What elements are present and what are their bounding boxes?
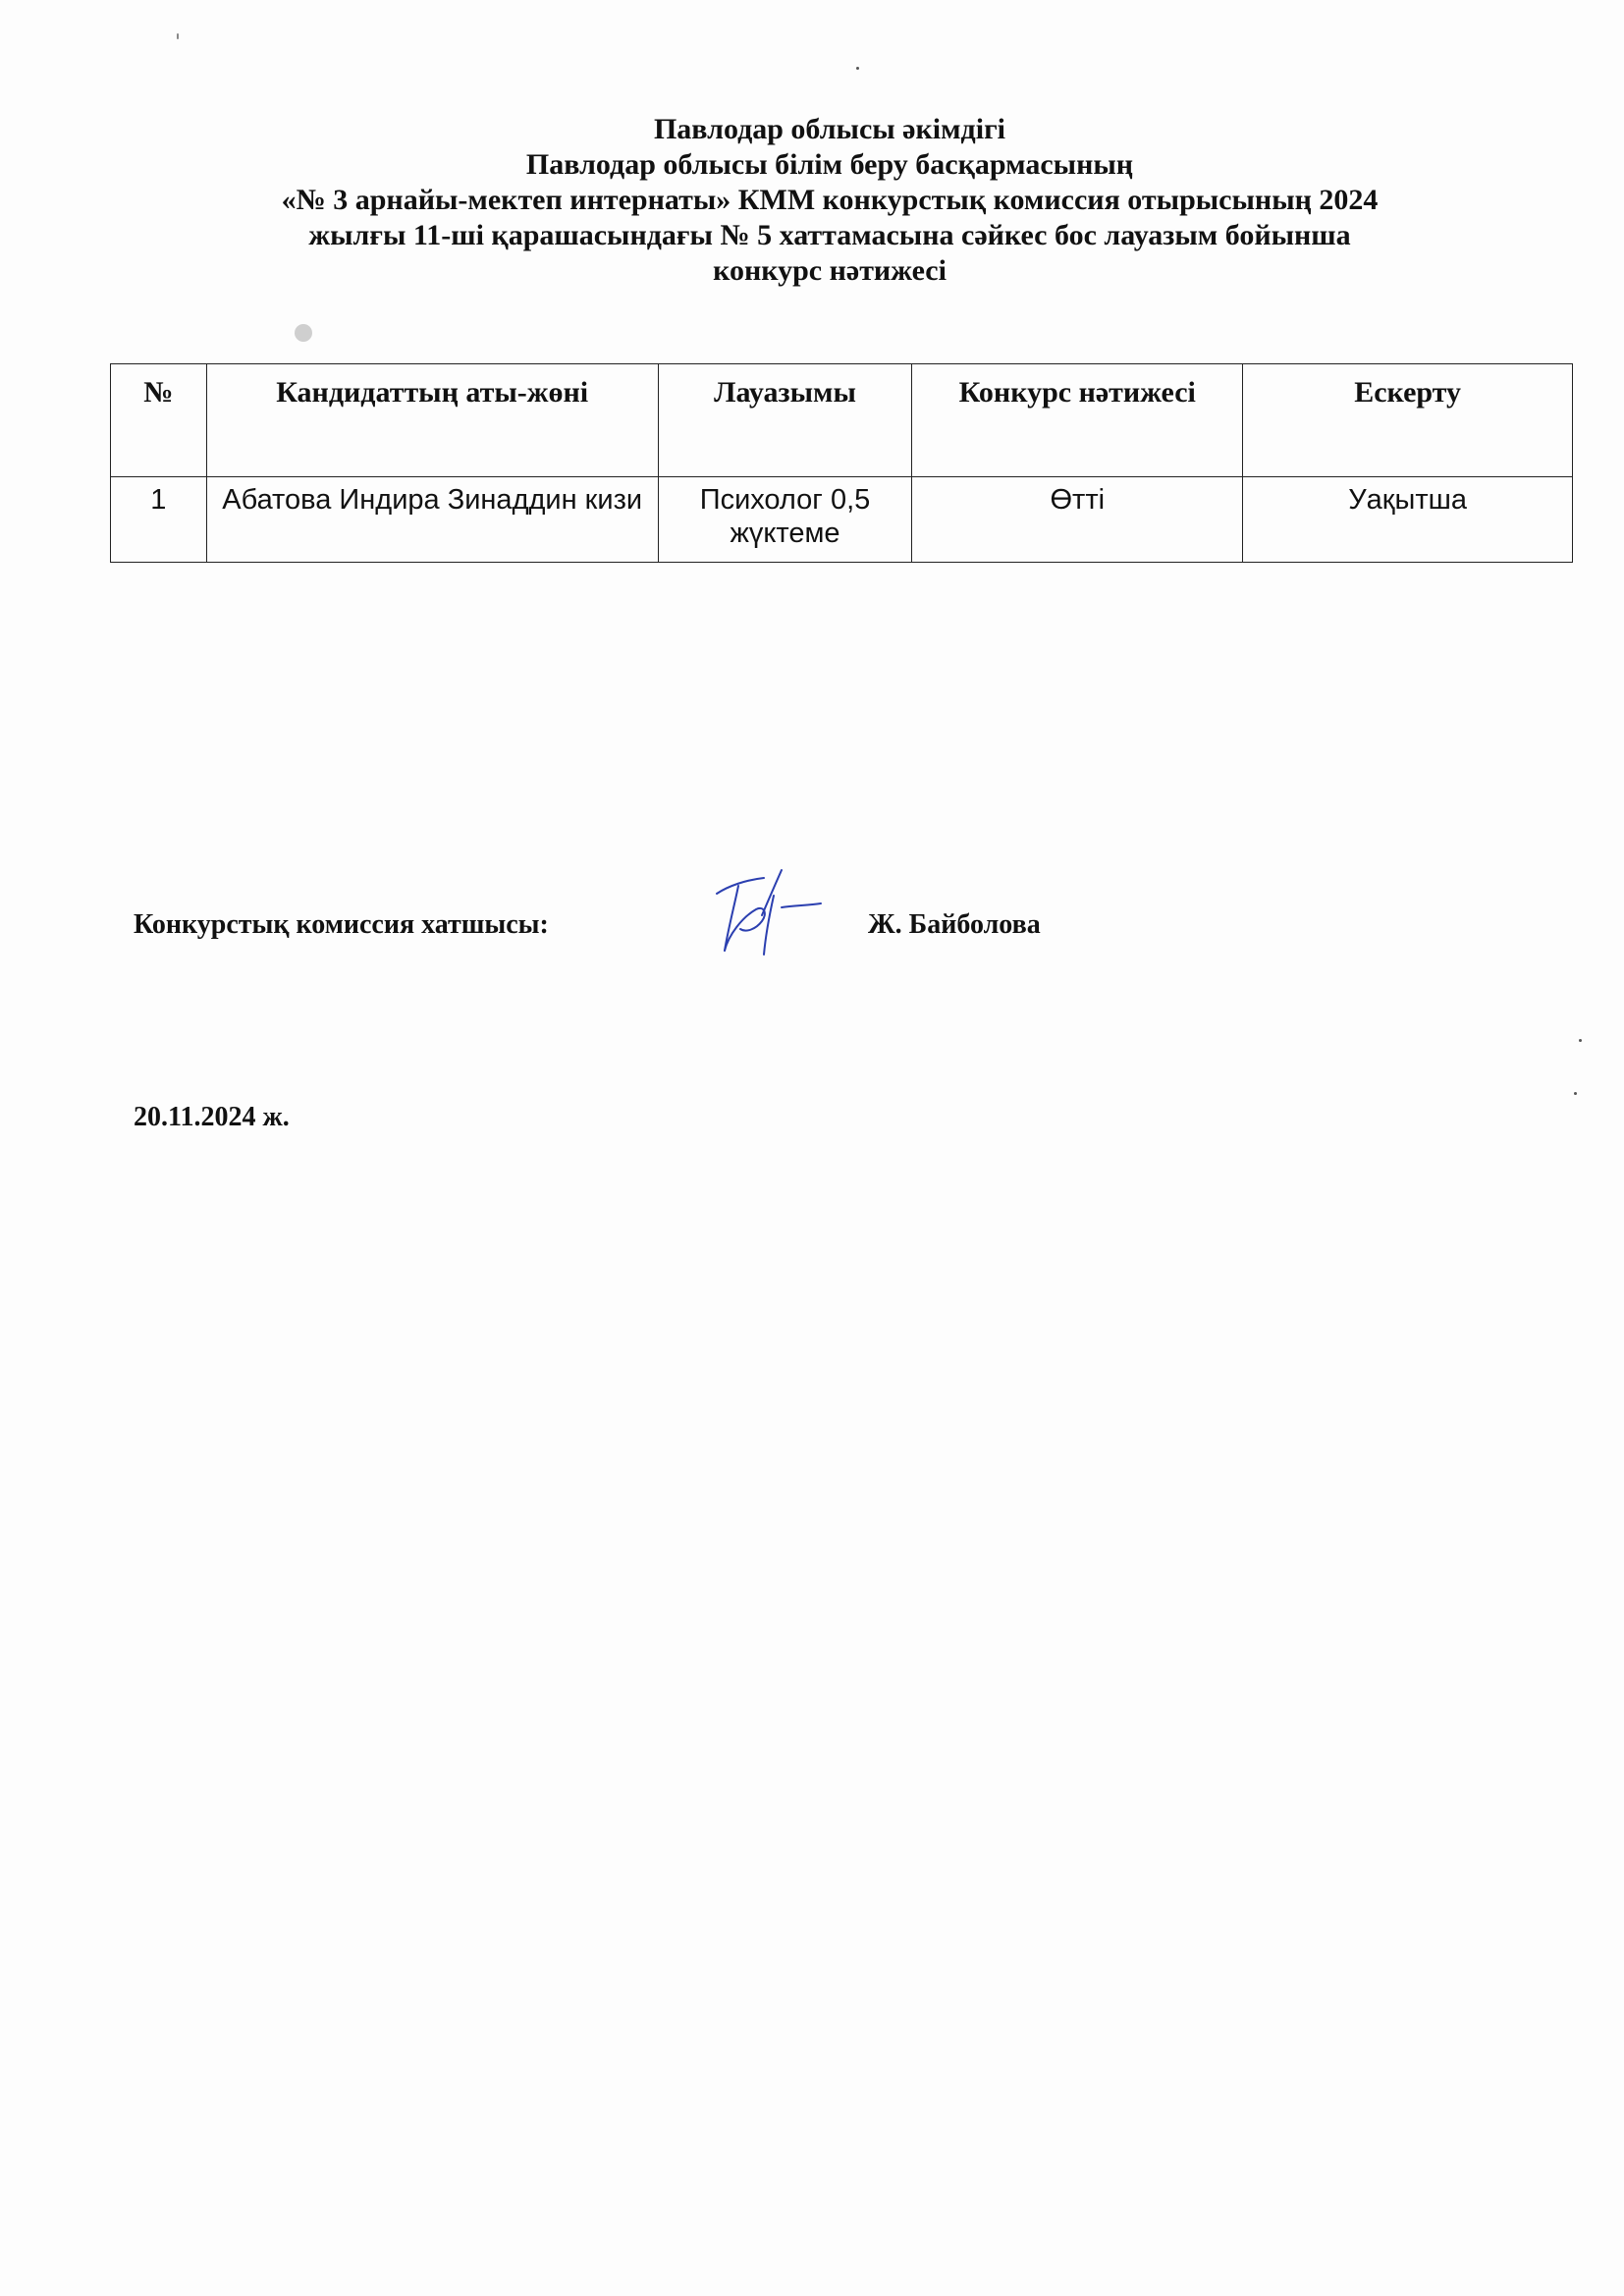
header-line: Павлодар облысы білім беру басқармасының <box>525 148 1134 181</box>
header-position: Лауазымы <box>658 364 912 477</box>
cell-number: 1 <box>111 477 207 563</box>
scan-speck <box>1574 1092 1577 1095</box>
header-line: жылғы 11-ші қарашасындағы № 5 хаттамасына сәйкес бос лауазым бойынша <box>308 219 1351 251</box>
table-row <box>111 477 1573 563</box>
cell-position: Психолог 0,5 жүктеме <box>658 477 912 563</box>
secretary-name: Ж. Байболова <box>868 909 1041 940</box>
header-number: № <box>111 364 207 477</box>
cell-note: Уақытша <box>1243 477 1573 563</box>
table-header-row <box>111 364 1573 477</box>
results-table <box>110 363 1573 563</box>
document-header <box>108 112 1551 289</box>
document-date: 20.11.2024 ж. <box>134 1102 290 1132</box>
scan-speck <box>177 33 179 39</box>
secretary-label: Конкурстық комиссия хатшысы: <box>134 909 549 940</box>
cell-result: Өтті <box>912 477 1243 563</box>
header-line: Павлодар облысы әкімдігі <box>653 113 1006 145</box>
header-line: конкурс нәтижесі <box>713 254 947 287</box>
header-line: «№ 3 арнайы-мектеп интернаты» КММ конкурстық комиссия отырысының 2024 <box>281 184 1379 216</box>
scan-speck <box>1579 1039 1582 1042</box>
header-result: Конкурс нәтижесі <box>912 364 1243 477</box>
cell-candidate-name: Абатова Индира Зинаддин кизи <box>206 477 658 563</box>
handwritten-signature-icon <box>699 856 827 964</box>
header-candidate-name: Кандидаттың аты-жөні <box>206 364 658 477</box>
scan-speck <box>295 324 312 342</box>
header-note: Ескерту <box>1243 364 1573 477</box>
scan-speck <box>856 67 859 70</box>
